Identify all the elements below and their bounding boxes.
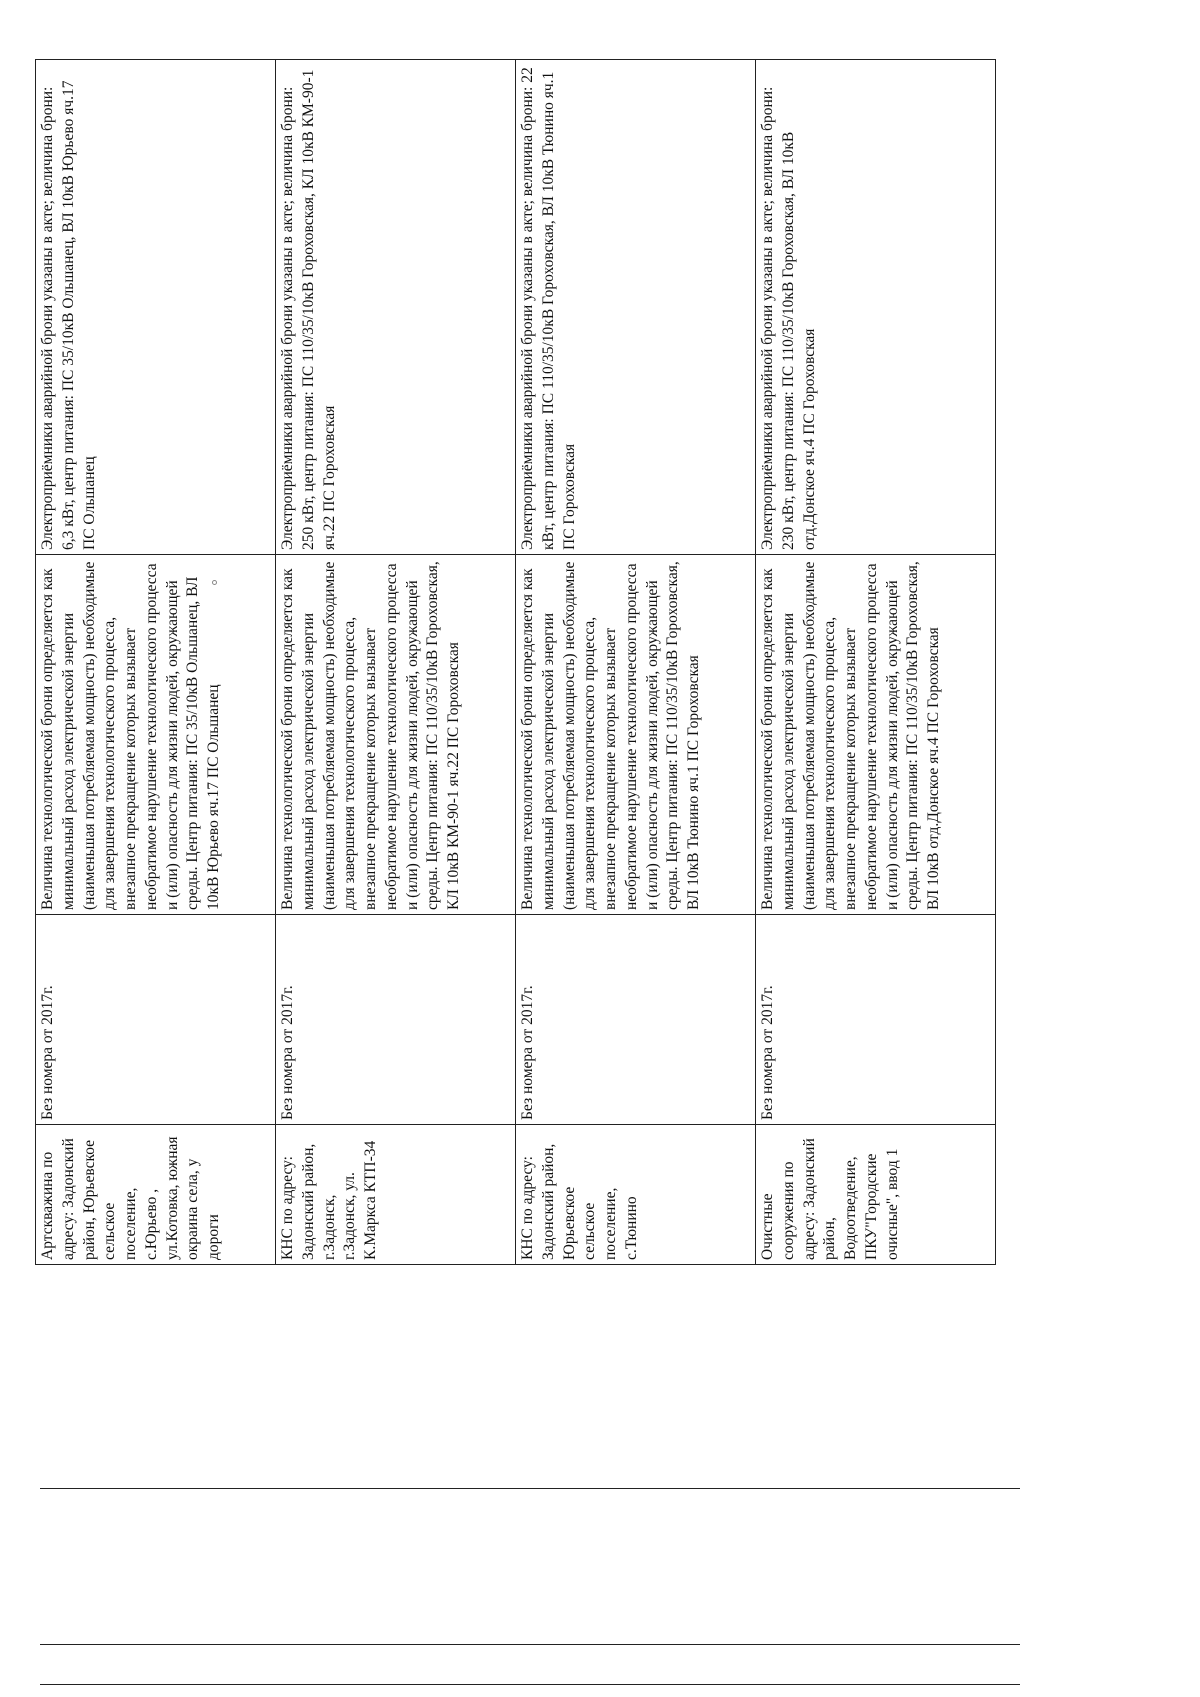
cell-emergency-reserve: Электроприёмники аварийной брони указаны в акте; величина брони: 250 кВт, центр питания: ПС 110/35/10кВ Гороховская, КЛ 10кВ КМ-90-1 яч.22 ПС Гороховская xyxy=(276,60,516,555)
rotated-table-block xyxy=(35,60,995,1265)
cell-tech-reserve: Величина технологической брони определяется как минимальный расход электрической энергии (наименьшая потребляемая мощность) необходимые для завершения технологического процесса, внезапное прекращение которых вызывает необратимое нарушение технологического процесса и (или) опасность для жизни людей, окружающей среды. Центр питания: ПС 110/35/10кВ Гороховская, КЛ 10кВ КМ-90-1 яч.22 ПС Гороховская xyxy=(276,555,516,915)
cell-tech-reserve: Величина технологической брони определяется как минимальный расход электрической энергии (наименьшая потребляемая мощность) необходимые для завершения технологического процесса, внезапное прекращение которых вызывает необратимое нарушение технологического процесса и (или) опасность для жизни людей, окружающей среды. Центр питания: ПС 110/35/10кВ Гороховская, ВЛ 10кВ Тюнино яч.1 ПС Гороховская xyxy=(516,555,756,915)
cell-object: Артскважина по адресу: Задонский район, Юрьевское сельское поселение, с.Юрьево , ул.Котовка, южная окраина села, у дороги xyxy=(36,1125,276,1265)
cell-emergency-reserve: Электроприёмники аварийной брони указаны в акте; величина брони: 6,3 кВт, центр питания: ПС 35/10кВ Ольшанец, ВЛ 10кВ Юрьево яч.17 ПС Ольшанец xyxy=(36,60,276,555)
separator-line xyxy=(40,1684,1020,1685)
reservation-table xyxy=(35,59,996,1265)
cell-object: КНС по адресу: Задонский район, Юрьевское сельское поселение, с.Тюнино xyxy=(516,1125,756,1265)
cell-object: Очистные сооружения по адресу: Задонский район, Водоотведение, ПКУ"Городские очисные", ввод 1 xyxy=(756,1125,996,1265)
cell-emergency-reserve: Электроприёмники аварийной брони указаны в акте; величина брони: 22 кВт, центр питания: ПС 110/35/10кВ Гороховская, ВЛ 10кВ Тюнино яч.1 ПС Гороховская xyxy=(516,60,756,555)
cell-object: КНС по адресу: Задонский район, г.Задонск, г.Задонск, ул. К.Маркса КТП-34 xyxy=(276,1125,516,1265)
table-row xyxy=(276,60,516,1265)
cell-emergency-reserve: Электроприёмники аварийной брони указаны в акте; величина брони: 230 кВт, центр питания: ПС 110/35/10кВ Гороховская, ВЛ 10кВ отд.Донское яч.4 ПС Гороховская xyxy=(756,60,996,555)
cell-act: Без номера от 2017г. xyxy=(36,915,276,1125)
cell-act: Без номера от 2017г. xyxy=(276,915,516,1125)
cell-act: Без номера от 2017г. xyxy=(516,915,756,1125)
table-row xyxy=(36,60,276,1265)
separator-line xyxy=(40,1644,1020,1645)
scan-speck xyxy=(212,580,217,585)
separator-line xyxy=(40,1488,1020,1489)
table-row xyxy=(516,60,756,1265)
cell-tech-reserve: Величина технологической брони определяется как минимальный расход электрической энергии (наименьшая потребляемая мощность) необходимые для завершения технологического процесса, внезапное прекращение которых вызывает необратимое нарушение технологического процесса и (или) опасность для жизни людей, окружающей среды. Центр питания: ПС 110/35/10кВ Гороховская, ВЛ 10кВ отд.Донское яч.4 ПС Гороховская xyxy=(756,555,996,915)
cell-tech-reserve: Величина технологической брони определяется как минимальный расход электрической энергии (наименьшая потребляемая мощность) необходимые для завершения технологического процесса, внезапное прекращение которых вызывает необратимое нарушение технологического процесса и (или) опасность для жизни людей, окружающей среды. Центр питания: ПС 35/10кВ Ольшанец, ВЛ 10кВ Юрьево яч.17 ПС Ольшанец xyxy=(36,555,276,915)
table-row xyxy=(756,60,996,1265)
cell-act: Без номера от 2017г. xyxy=(756,915,996,1125)
